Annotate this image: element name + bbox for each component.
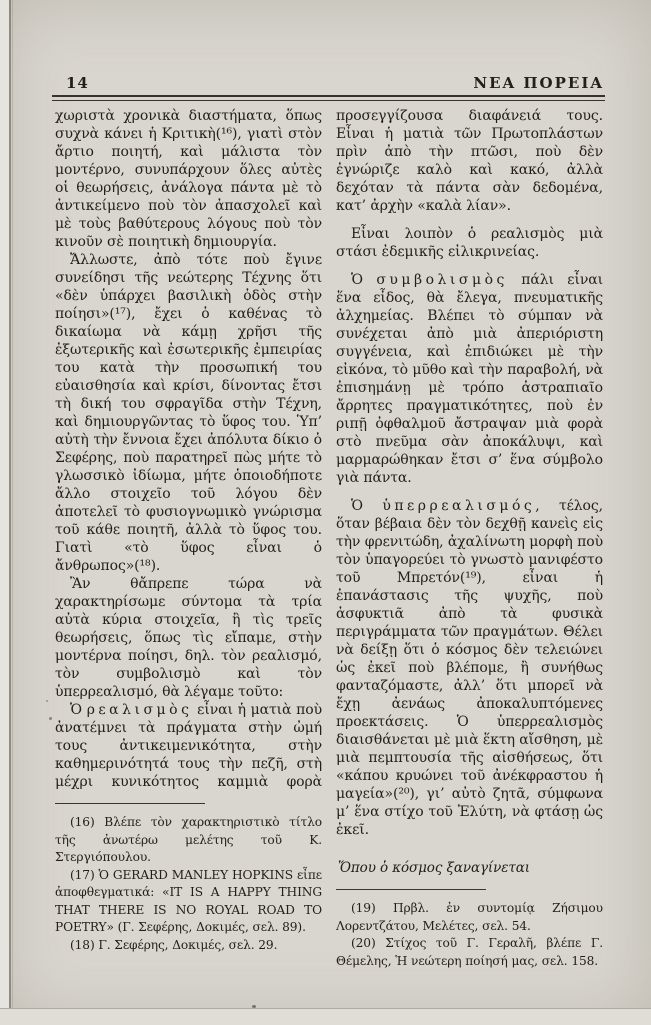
left-text-column <box>55 107 322 1012</box>
footnote-text: Γ. Σεφέρης, Δοκιμές, σελ. 29. <box>98 937 278 952</box>
right-footnotes <box>336 900 603 970</box>
paragraph-lead: Ὁ <box>70 702 87 718</box>
paragraph-characterize: Ἂν θἄπρεπε τώρα νὰ χαρακτηρίσωμε σύντομα τὰ τρία αὐτὰ κύρια στοιχεῖα, ἢ τὶς τρεῖς θεωρήσεις, ὅπως τὶς εἴπαμε, στὴν μοντέρνα ποίησι, δηλ. τὸν ρεαλισμό, τὸν συμβολισμὸ καὶ τὸν ὑπερρεαλισμό, θὰ λέγαμε τοῦτο: <box>55 576 322 700</box>
paragraph-lead: Ὁ <box>351 272 377 288</box>
journal-title: ΝΕΑ ΠΟΡΕΙΑ <box>473 74 604 92</box>
footnote-16 <box>55 814 322 867</box>
page-number: 14 <box>66 74 89 92</box>
emphasized-term-surrealism: ὑπερρεαλισμός <box>382 498 536 514</box>
verse-quote-line: Ὅπου ὁ κόσμος ξαναγίνεται <box>338 860 530 876</box>
scan-edge-line <box>9 0 11 1024</box>
scan-speck <box>49 717 52 720</box>
footnote-19 <box>336 900 603 935</box>
left-footnotes <box>55 814 322 954</box>
paragraph-realism <box>55 701 322 791</box>
scan-speck <box>46 700 48 702</box>
footnote-separator-rule <box>336 889 486 890</box>
footnote-number: (19) <box>351 901 376 915</box>
footnote-text: Βλέπε τὸν χαρακτηριστικὸ τίτλο τῆς ἀνωτέρω μελέτης τοῦ Κ. Στεργιόπουλου. <box>55 815 322 864</box>
footnote-text: Ὁ GERARD MANLEY HOPKINS εἶπε ἀποφθεγματικά: «IT IS A HAPPY THING THAT THERE IS NO ROYAL ROAD TO POETRY» (Γ. Σεφέρης, Δοκιμές, σελ. 89). <box>55 867 322 934</box>
footnote-text: Στίχος τοῦ Γ. Γεραλῆ, βλέπε Γ. Θέμελης, Ἡ νεώτερη ποίησή μας, σελ. 158. <box>336 936 603 968</box>
paragraph-rest: εἶναι ἡ ματιὰ ποὺ ἀνατέμνει τὰ πράγματα στὴν ὠμή τους ἀντικειμενικότητα, στὴν καθημερινότητά τους τὴν πεζῆ, στὴ μέχρι κυνικότητος καμμιὰ φορὰ <box>55 702 322 790</box>
scan-edge-line-faint <box>12 0 13 1024</box>
footnote-20 <box>336 935 603 970</box>
paragraph-rest: , τέλος, ὅταν βέβαια δὲν τὸν δεχθῇ κανεὶς εἰς τὴν φρενιτώδη, ἀχαλίνωτη μορφὴ ποὺ τὸν ὑπαγορεύει τὸ γνωστὸ μανιφέστο τοῦ Μπρετόν(¹⁹), εἶναι ἡ ἐπανάστασις τῆς ψυχῆς, ποὺ ἀσφυκτιᾶ ἀπὸ τὰ φυσικὰ περιγράμματα τῶν πραγμάτων. Θέλει νὰ δείξῃ ὅτι ὁ κόσμος δὲν τελειώνει ὡς ἐκεῖ ποὺ βλέπομε, ἢ συνήθως φανταζόμαστε, ἀλλ’ ὅτι μπορεῖ νὰ ἔχῃ ἀενάως ἀποκαλυπτόμενες προεκτάσεις. Ὁ ὑπερρεαλισμὸς διαισθάνεται μὲ μιὰ ἕκτη αἴσθηση, μὲ μιὰ πεμπτουσία τῆς αἰσθήσεως, ὅτι «κάπου κρυώνει τοῦ ἀνέκφραστου ἡ μαγεία»(²⁰), γι’ αὐτὸ ζητᾶ, σύμφωνα μ’ ἕνα στίχο τοῦ Ἐλύτη, νὰ φτάσῃ ὡς ἐκεῖ. <box>336 498 603 838</box>
paragraph-continuation: χωριστὰ χρονικὰ διαστήματα, ὅπως συχνὰ κάνει ἡ Κριτικὴ(¹⁶), γιατὶ στὸν ἄρτιο ποιητή, καὶ μάλιστα τὸν μοντέρνο, συνυπάρχουν ὅλες αὐτὲς οἱ θεωρήσεις, ἀνάλογα πάντα μὲ τὸ ἀντικείμενο ποὺ τὸν ἀπασχολεῖ καὶ μὲ τοὺς βαθύτερους λόγους ποὺ τὸν κινοῦν σὲ ποιητικὴ δημιουργία. <box>55 108 322 250</box>
footnote-18 <box>55 937 322 955</box>
emphasized-term-realism: ρεαλισμὸς <box>86 702 193 718</box>
footnote-number: (16) <box>70 815 95 829</box>
paragraph-symbolism <box>336 271 603 487</box>
emphasized-term-symbolism: συμβολισμὸς <box>376 272 508 288</box>
paragraph-rest: πάλι εἶναι ἕνα εἶδος, θὰ ἔλεγα, πνευματικῆς ἀλχημείας. Βλέπει τὸ σύμπαν νὰ συνέχεται ἀπὸ μιὰ ἀπεριόριστη συγγένεια, καὶ ἐπιδιώκει μὲ τὴν εἰκόνα, τὸ μῦθο καὶ τὴν παραβολή, νὰ ἐπισημάνῃ μὲ τρόπο ἀστραπιαῖο ἄρρητες πραγματικότητες, ποὺ ἐν ριπῇ ὀφθαλμοῦ ἄστραψαν μιὰ φορὰ στὸ πνεῦμα σὰν ἀποκάλυψι, καὶ μαρμαρώθηκαν ἔτσι σ’ ἕνα σύμβολο γιὰ πάντα. <box>336 272 603 486</box>
footnote-number: (17) <box>70 867 95 882</box>
paragraph-allwste: Ἄλλωστε, ἀπὸ τότε ποὺ ἔγινε συνείδησι τῆς νεώτερης Τέχνης ὅτι «δὲν ὑπάρχει βασιλικὴ ὁδὸς στὴν ποίησι»(¹⁷), ἔχει ὁ καθένας τὸ δικαίωμα νὰ κάμῃ χρῆσι τῆς ἐξωτερικῆς καὶ ἐσωτερικῆς ἐμπειρίας του κατὰ τὴν προσωπική του εὐαισθησία καὶ κρίσι, δίνοντας ἔτσι τὴ δική του σφραγῖδα στὴν Τέχνη, καὶ δημιουργῶντας τὸ ὕφος του. Ὑπ’ αὐτὴ τὴν ἔννοια ἔχει ἀπόλυτα δίκιο ὁ Σεφέρης, ποὺ παρατηρεῖ πὼς μήτε τὸ γλωσσικὸ ἰδίωμα, μήτε ὁποιοδήποτε ἄλλο στοιχεῖο τοῦ λόγου δὲν ἀποτελεῖ τὸ φυσιογνωμικὸ γνώρισμα τοῦ κάθε ποιητῆ, ἀλλὰ τὸ ὕφος του. Γιατὶ «τὸ ὕφος εἶναι ὁ ἄνθρωπος»(¹⁸). <box>55 252 322 574</box>
paragraph-einai-loipon: Εἶναι λοιπὸν ὁ ρεαλισμὸς μιὰ στάσι ἐδεμικῆς εἰλικρινείας. <box>336 226 603 260</box>
paragraph-surrealism <box>336 497 603 839</box>
footnote-separator-rule <box>55 803 205 804</box>
footnote-text: Πρβλ. ἐν συντομίᾳ Ζήσιμου Λορεντζάτου, Μελέτες, σελ. 54. <box>336 901 603 933</box>
footnote-17 <box>55 867 322 937</box>
scan-left-margin-strip <box>0 0 9 1024</box>
footnote-number: (18) <box>70 937 95 952</box>
header-double-rule <box>52 95 605 101</box>
paragraph-continuation: προσεγγίζουσα διαφάνειά τους. Εἶναι ἡ ματιὰ τῶν Πρωτοπλάστων πρὶν ἀπὸ τὴν πτῶσι, ποὺ δὲν ἐγνώριζε καλὸ καὶ κακό, ἀλλὰ δεχόταν τὰ πάντα σὰν δεδομένα, κατ’ ἀρχὴν «καλὰ λίαν». <box>336 108 603 214</box>
paragraph-lead: Ὁ <box>351 498 383 514</box>
right-text-column <box>336 107 603 1012</box>
footnote-number: (20) <box>351 936 376 950</box>
